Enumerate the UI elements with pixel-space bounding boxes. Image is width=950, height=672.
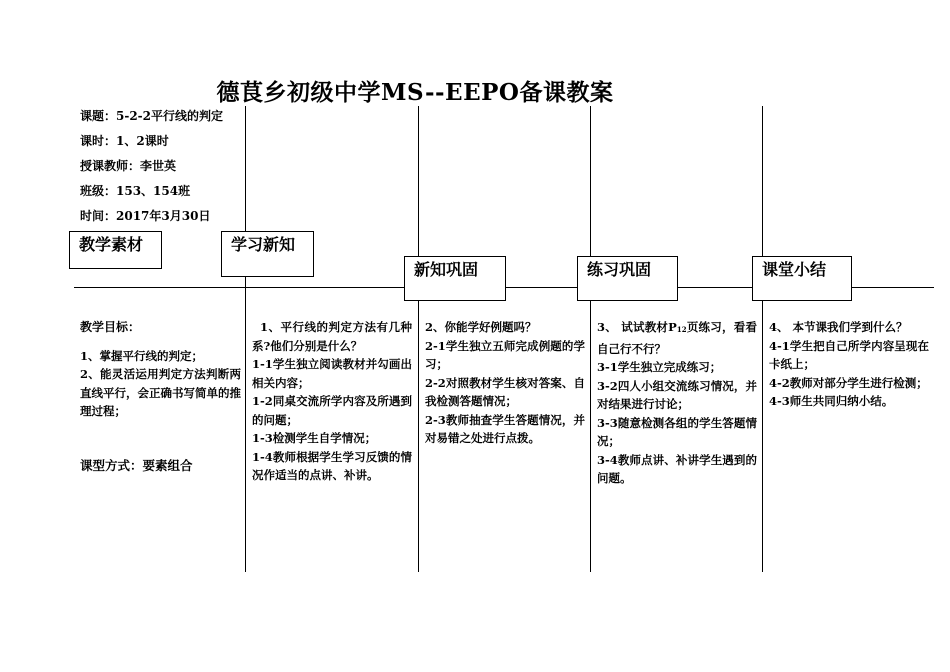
step-2-2: 2-2对照教材学生核对答案、自我检测答题情况；	[425, 375, 585, 408]
step-4-3: 4-3师生共同归纳小结。	[769, 394, 894, 408]
goal-2: 2、能灵活运用判定方法判断两直线平行，会正确书写简单的推理过程；	[80, 367, 241, 418]
column-divider-3	[590, 106, 591, 572]
box-materials: 教学素材	[69, 231, 162, 269]
question-3: 3、 试试教材P12页练习，看看自己行不行？	[597, 320, 758, 356]
question-2: 2、你能学好例题吗？	[425, 320, 537, 334]
lesson-date: 时间：2017年3月30日	[80, 209, 211, 223]
step-2-1: 2-1学生独立五师完成例题的学习；	[425, 338, 585, 371]
box-new-knowledge: 学习新知	[221, 231, 314, 277]
step-1-4: 1-4教师根据学生学习反馈的情况作适当的点讲、补讲。	[252, 449, 412, 482]
column-divider-1	[245, 106, 246, 572]
column-new-knowledge	[252, 318, 412, 485]
step-1-2: 1-2同桌交流所学内容及所遇到的问题；	[252, 394, 412, 427]
step-1-1: 1-1学生独立阅读教材并勾画出相关内容；	[252, 357, 412, 390]
column-materials	[80, 318, 241, 475]
column-summary	[769, 318, 929, 411]
box-summary: 课堂小结	[752, 256, 852, 301]
column-divider-2	[418, 106, 419, 572]
goals-heading: 教学目标：	[80, 320, 141, 334]
step-3-3: 3-3随意检测各组的学生答题情况；	[597, 415, 757, 448]
box-consolidate: 新知巩固	[404, 256, 506, 301]
question-1: 1、平行线的判定方法有几种系?他们分别是什么？	[252, 320, 412, 353]
column-divider-4	[762, 106, 763, 572]
step-3-2: 3-2四人小组交流练习情况，并对结果进行讨论；	[597, 378, 757, 411]
step-4-2: 4-2教师对部分学生进行检测；	[769, 375, 928, 390]
step-4-1: 4-1学生把自己所学内容呈现在卡纸上；	[769, 338, 929, 371]
step-3-1: 3-1学生独立完成练习；	[597, 360, 722, 374]
step-3-4: 3-4教师点讲、补讲学生遇到的问题。	[597, 452, 757, 485]
page-title: 德茛乡初级中学MS--EEPO备课教案	[216, 79, 614, 106]
lesson-info	[80, 106, 240, 231]
step-1-3: 1-3检测学生自学情况；	[252, 431, 377, 445]
question-4: 4、 本节课我们学到什么？	[769, 320, 908, 334]
column-consolidate	[425, 318, 585, 448]
box-practice: 练习巩固	[577, 256, 678, 301]
lesson-teacher: 授课教师：李世英	[80, 159, 177, 173]
lesson-mode: 课型方式：要素组合	[80, 457, 193, 473]
column-practice	[597, 318, 757, 488]
goal-1: 1、掌握平行线的判定；	[80, 348, 204, 363]
step-2-3: 2-3教师抽查学生答题情况，并对易错之处进行点拨。	[425, 412, 585, 445]
lesson-class: 班级：153、154班	[80, 184, 191, 198]
lesson-topic: 课题：5-2-2平行线的判定	[80, 109, 224, 123]
lesson-hours: 课时：1、2课时	[80, 134, 169, 148]
